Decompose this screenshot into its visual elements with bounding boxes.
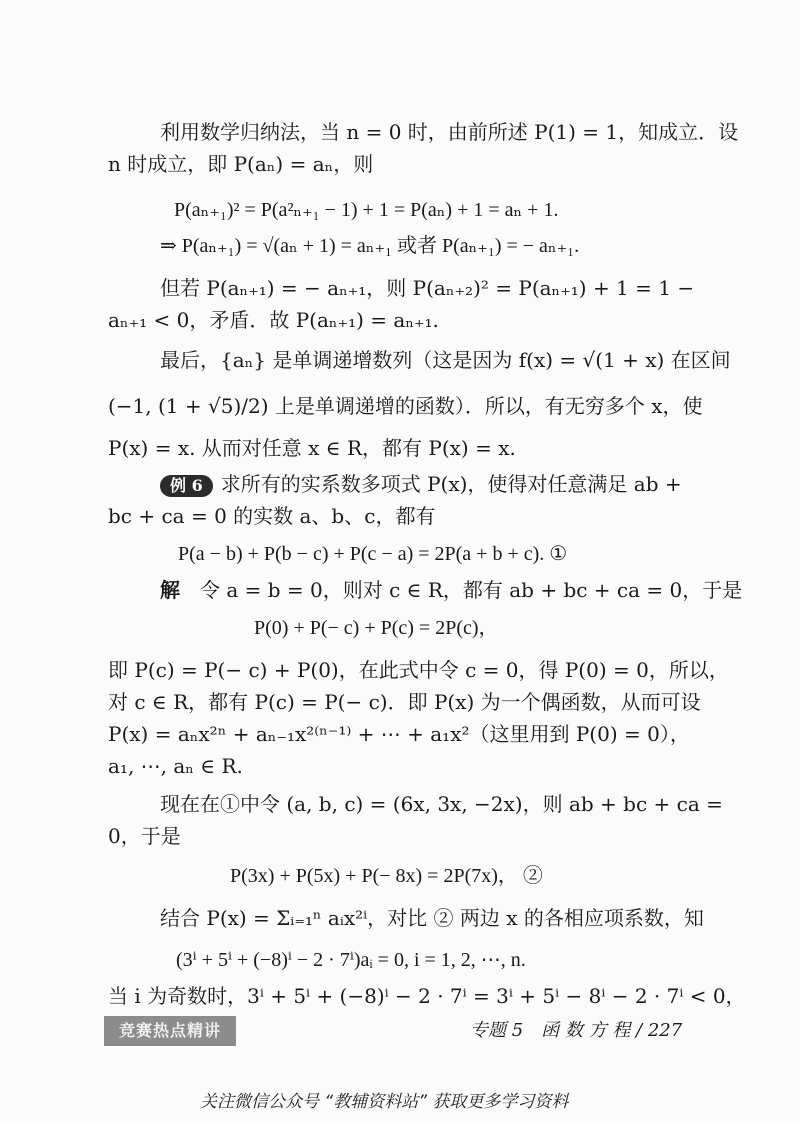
solution-text: 令 a = b = 0，则对 c ∈ R，都有 ab + bc + ca = 0，于是 — [200, 578, 743, 602]
text-line-6: (−1, (1 + √5)/2) 上是单调递增的函数）．所以，有无穷多个 x，使 — [108, 394, 703, 418]
watermark-text: 关注微信公众号 “教辅资料站” 获取更多学习资料 — [200, 1092, 569, 1112]
text-line-8: 即 P(c) = P(− c) + P(0)，在此式中令 c = 0，得 P(0) = 0，所以， — [108, 658, 729, 682]
text-line-11: a₁, ⋯, aₙ ∈ R. — [108, 754, 243, 778]
solution-label: 解 — [160, 578, 180, 602]
text-line-1: 利用数学归纳法，当 n = 0 时，由前所述 P(1) = 1，知成立．设 — [160, 120, 739, 144]
example-text: 求所有的实系数多项式 P(x)，使得对任意满足 ab + — [220, 472, 682, 496]
text-line-7: P(x) = x. 从而对任意 x ∈ R，都有 P(x) = x. — [108, 436, 516, 460]
example-badge: 例 6 — [160, 475, 213, 497]
chapter-page-number: 专题 5 函 数 方 程 / 227 — [470, 1020, 683, 1041]
text-line-3: 但若 P(aₙ₊₁) = − aₙ₊₁，则 P(aₙ₊₂)² = P(aₙ₊₁) + 1 = 1 − — [160, 276, 695, 300]
equation-line-4: (3ⁱ + 5ⁱ + (−8)ⁱ − 2 · 7ⁱ)aᵢ = 0, i = 1, 2, ⋯, n. — [176, 949, 526, 971]
text-line-10: P(x) = aₙx²ⁿ + aₙ₋₁x²⁽ⁿ⁻¹⁾ + ⋯ + a₁x²（这里用到 P(0) = 0）， — [108, 722, 690, 746]
text-line-15: 当 i 为奇数时，3ⁱ + 5ⁱ + (−8)ⁱ − 2 · 7ⁱ = 3ⁱ + 5ⁱ − 8ⁱ − 2 · 7ⁱ < 0， — [108, 984, 746, 1008]
text-line-5: 最后，{aₙ} 是单调递增数列（这是因为 f(x) = √(1 + x) 在区间 — [160, 348, 731, 372]
text-line-9: 对 c ∈ R，都有 P(c) = P(− c)．即 P(x) 为一个偶函数，从而可设 — [108, 690, 701, 714]
section-tag: 竞赛热点精讲 — [104, 1016, 236, 1046]
equation-2: P(3x) + P(5x) + P(− 8x) = 2P(7x)， ② — [230, 865, 543, 887]
equation-line-2: ⇒ P(aₙ₊₁) = √(aₙ + 1) = aₙ₊₁ 或者 P(aₙ₊₁) = − aₙ₊₁. — [160, 235, 580, 257]
equation-line-1: P(aₙ₊₁)² = P(a²ₙ₊₁ − 1) + 1 = P(aₙ) + 1 = aₙ + 1. — [174, 199, 559, 221]
example-line-2: bc + ca = 0 的实数 a、b、c，都有 — [108, 504, 436, 528]
text-line-14: 结合 P(x) = Σᵢ₌₁ⁿ aᵢx²ⁱ，对比 ② 两边 x 的各相应项系数，知 — [160, 906, 704, 930]
solution-line-1 — [160, 576, 742, 604]
example-line-1 — [160, 470, 682, 498]
equation-line-3: P(0) + P(− c) + P(c) = 2P(c)， — [254, 617, 499, 639]
text-line-4: aₙ₊₁ < 0，矛盾．故 P(aₙ₊₁) = aₙ₊₁. — [108, 308, 439, 332]
text-line-13: 0，于是 — [108, 824, 181, 848]
text-line-12: 现在在①中令 (a, b, c) = (6x, 3x, −2x)，则 ab + bc + ca = — [160, 792, 723, 816]
text-line-2: n 时成立，即 P(aₙ) = aₙ，则 — [108, 152, 374, 176]
equation-1: P(a − b) + P(b − c) + P(c − a) = 2P(a + b + c). ① — [178, 543, 568, 565]
